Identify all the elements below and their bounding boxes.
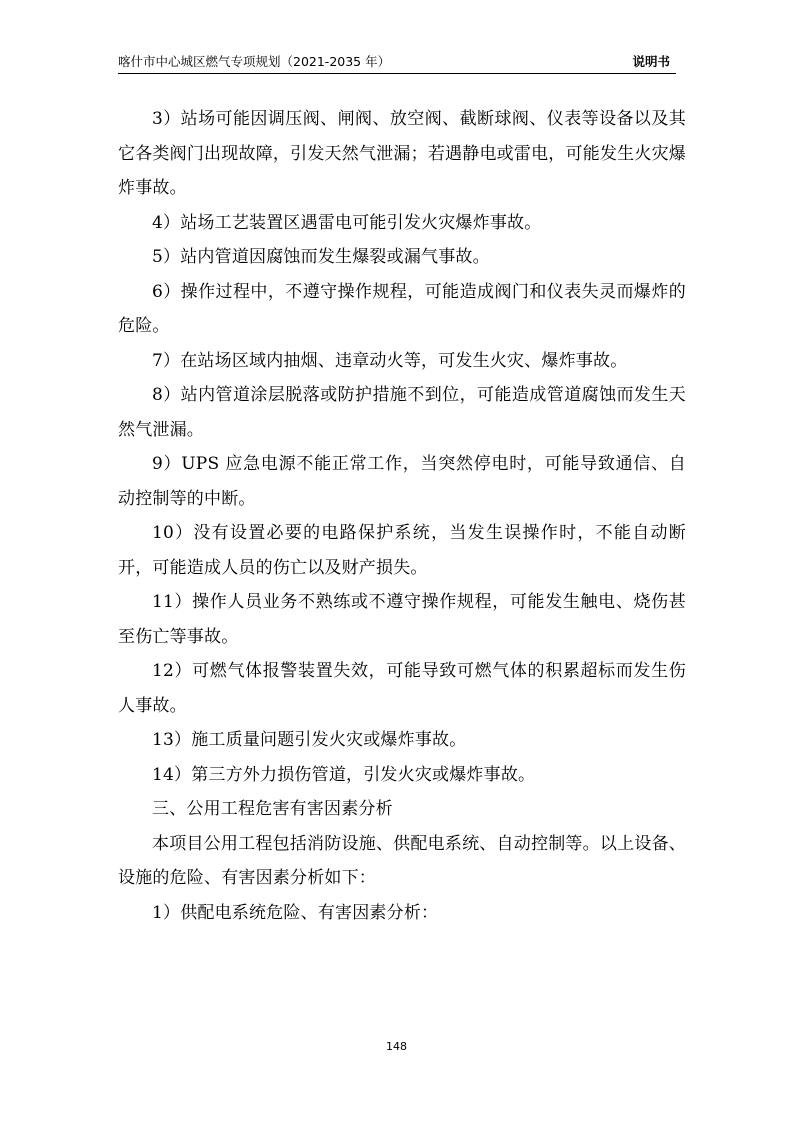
paragraph-item-6: 6）操作过程中，不遵守操作规程，可能造成阀门和仪表失灵而爆炸的危险。 [118,281,686,336]
paragraph-item-3: 3）站场可能因调压阀、闸阀、放空阀、截断球阀、仪表等设备以及其它各类阀门出现故障，引发天然气泄漏；若遇静电或雷电，可能发生火灾爆炸事故。 [118,109,686,198]
paragraph-item-11: 11）操作人员业务不熟练或不遵守操作规程，可能发生触电、烧伤甚至伤亡等事故。 [118,592,686,647]
subsection-item-1: 1）供配电系统危险、有害因素分析： [152,902,439,923]
paragraph-item-7: 7）在站场区域内抽烟、违章动火等，可发生火灾、爆炸事故。 [152,350,628,371]
section-intro: 本项目公用工程包括消防设施、供配电系统、自动控制等。以上设备、设施的危险、有害因素分析如下： [118,833,686,888]
page-number: 148 [386,1040,407,1053]
paragraph-item-13: 13）施工质量问题引发火灾或爆炸事故。 [152,730,467,750]
header-title: 喀什市中心城区燃气专项规划（2021-2035 年） [118,54,391,69]
paragraph-item-4: 4）站场工艺装置区遇雷电可能引发火灾爆炸事故。 [152,212,542,233]
paragraph-item-14: 14）第三方外力损伤管道，引发火灾或爆炸事故。 [152,764,536,785]
paragraph-item-9: 9）UPS 应急电源不能正常工作，当突然停电时，可能导致通信、自动控制等的中断。 [118,454,686,509]
header-rule [118,73,676,74]
paragraph-item-12: 12）可燃气体报警装置失效，可能导致可燃气体的积累超标而发生伤人事故。 [118,661,686,716]
document-body [118,102,686,930]
paragraph-item-5: 5）站内管道因腐蚀而发生爆裂或漏气事故。 [152,247,490,267]
page-header [118,52,676,74]
header-doc-type: 说明书 [632,54,670,69]
paragraph-item-10: 10）没有设置必要的电路保护系统，当发生误操作时，不能自动断开，可能造成人员的伤亡以及财产损失。 [118,523,686,578]
section-heading: 三、公用工程危害有害因素分析 [152,799,393,819]
paragraph-item-8: 8）站内管道涂层脱落或防护措施不到位，可能造成管道腐蚀而发生天然气泄漏。 [118,385,686,440]
